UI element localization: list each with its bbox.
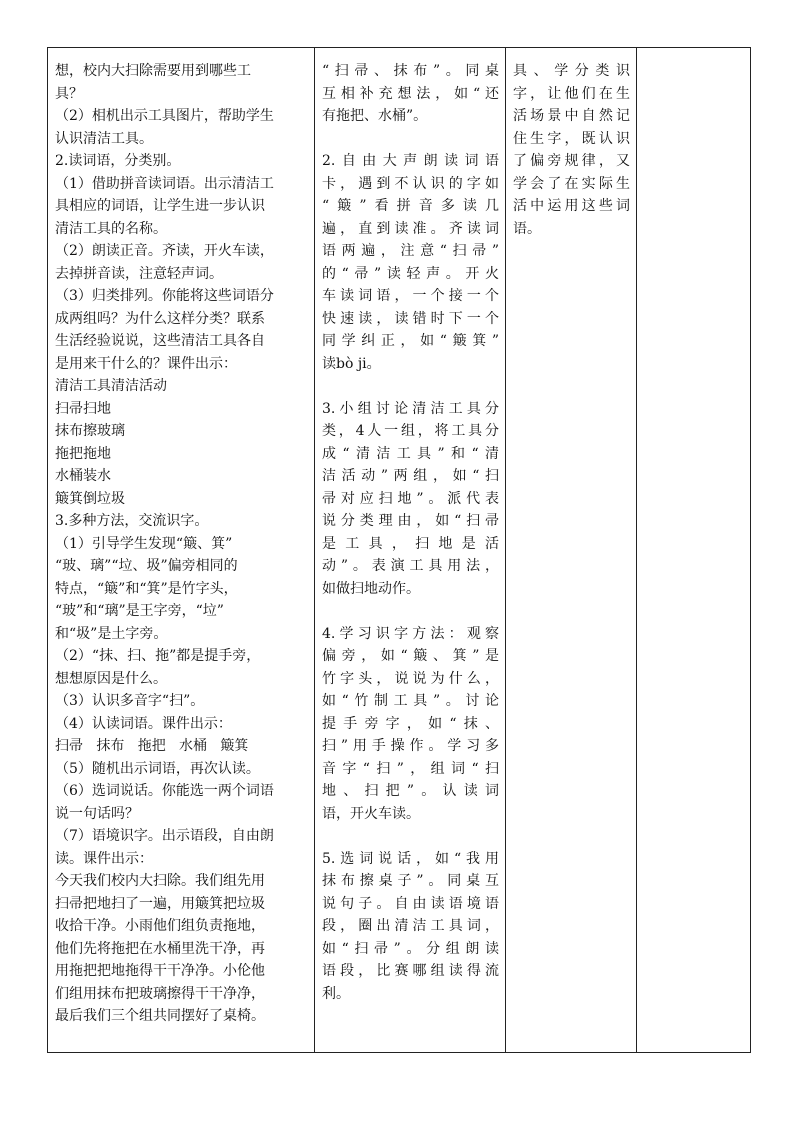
text-line — [322, 825, 499, 848]
text-line: 扫”用手操作。学习多 — [322, 738, 499, 754]
text-line: “玻”和“璃”是王字旁，“垃” — [55, 603, 224, 619]
text-line: 去掉拼音读，注意轻声词。 — [55, 265, 223, 282]
text-line: 学会了在实际生 — [513, 175, 630, 192]
text-line: 收拾干净。小雨他们组负责拖地， — [55, 918, 265, 934]
text-line: 字，让他们在生 — [513, 85, 630, 102]
text-line: 帚对应扫地”。派代表 — [322, 490, 499, 507]
text-line: 成“清洁工具”和“清 — [322, 445, 499, 462]
text-line: “玻、璃”“垃、圾”偏旁相同的 — [55, 558, 238, 574]
tool-word: 水桶 — [55, 468, 83, 484]
activity-word: 扫地 — [83, 400, 111, 417]
text-line — [322, 128, 499, 151]
category-header: 清洁工具 — [55, 378, 111, 394]
activity-word: 拖地 — [83, 445, 111, 462]
text-line: 遍，直到读准。齐读词 — [322, 220, 499, 237]
text-line: 抹布擦桌子”。同桌互 — [322, 873, 499, 889]
tool-word: 抹布 — [55, 423, 83, 439]
lesson-plan-table — [47, 47, 751, 1053]
text-line — [322, 375, 499, 398]
text-line: 偏旁，如“簸、箕”是 — [322, 648, 499, 664]
text-line: 成两组吗？为什么这样分类？联系 — [55, 310, 265, 327]
category-row — [55, 465, 308, 488]
text-line: 卡，遇到不认识的字如 — [322, 175, 499, 192]
text-line: 特点，“簸”和“箕”是竹字头， — [55, 580, 238, 597]
text-line: （1）引导学生发现“簸、箕” — [55, 535, 233, 552]
text-line: 他们先将拖把在水桶里洗干净，再 — [55, 940, 265, 957]
text-line: 读bò ji。 — [322, 355, 381, 372]
student-activity-column — [315, 48, 506, 1052]
text-line: 地、扫把”。认读词 — [322, 783, 499, 799]
text-line: （1）借助拼音读词语。出示清洁工 — [55, 175, 274, 192]
design-intent-column — [506, 48, 637, 1052]
text-line: 是工具，扫地是活 — [322, 535, 499, 552]
text-line: 扫帚把地扫了一遍，用簸箕把垃圾 — [55, 895, 265, 912]
text-line: （2）“抹、扫、拖”都是提手旁， — [55, 648, 261, 664]
text-line: 活场景中自然记 — [513, 108, 630, 124]
text-line: 最后我们三个组共同摆好了桌椅。 — [55, 1008, 265, 1024]
text-line: （7）语境识字。出示语段，自由朗 — [55, 828, 274, 844]
text-line: 扫帚 抹布 拖把 水桶 簸箕 — [55, 738, 249, 754]
tool-word: 扫帚 — [55, 400, 83, 417]
text-line: 语两遍，注意“扫帚” — [322, 243, 499, 259]
category-row — [55, 420, 308, 443]
text-line: （2）朗读正音。齐读，开火车读， — [55, 243, 274, 259]
text-line: 车读词语，一个接一个 — [322, 288, 499, 304]
text-line: 想想原因是什么。 — [55, 670, 167, 687]
category-header: 清洁活动 — [111, 378, 167, 394]
design-intent-text — [506, 48, 636, 240]
tool-word: 拖把 — [55, 445, 83, 462]
text-line: “簸”看拼音多读几 — [322, 198, 499, 214]
text-line: 用拖把把地拖得干干净净。小伦他 — [55, 963, 265, 979]
text-line: 住生字，既认识 — [513, 130, 630, 147]
text-line: 说一句话吗？ — [55, 805, 139, 822]
text-line: 洁活动”两组，如“扫 — [322, 468, 499, 484]
text-line: “扫帚、抹布”。同桌 — [322, 63, 499, 79]
text-line: 的“帚”读轻声。开火 — [322, 265, 499, 282]
text-line: 了偏旁规律，又 — [513, 153, 630, 169]
text-line: 3.多种方法，交流识字。 — [55, 513, 209, 529]
text-line: 说句子。自由读语境语 — [322, 895, 499, 912]
text-line: 类，4人一组，将工具分 — [322, 423, 499, 439]
text-line: （2）相机出示工具图片，帮助学生 — [55, 108, 274, 124]
text-line: 想，校内大扫除需要用到哪些工 — [55, 63, 251, 79]
text-line: 具相应的词语，让学生进一步认识 — [55, 198, 265, 214]
text-line: 2.读词语，分类别。 — [55, 153, 181, 169]
text-line: 4.学习识字方法：观察 — [322, 625, 499, 642]
text-line: 具？ — [55, 85, 83, 102]
text-line: （6）选词说话。你能选一两个词语 — [55, 783, 274, 799]
student-activity-text — [315, 48, 505, 1005]
text-line: 读。课件出示： — [55, 850, 153, 867]
text-line: 动”。表演工具用法， — [322, 558, 499, 574]
text-line: 今天我们校内大扫除。我们组先用 — [55, 873, 265, 889]
text-line: 具、学分类识 — [513, 63, 630, 79]
text-line: 段，圈出清洁工具词， — [322, 918, 499, 934]
text-line: 认识清洁工具。 — [55, 130, 153, 147]
notes-column — [637, 48, 750, 1052]
activity-word: 擦玻璃 — [83, 423, 125, 439]
teacher-activity-text — [48, 48, 314, 1028]
text-line: 互相补充想法，如“还 — [322, 85, 499, 102]
text-line: 语，开火车读。 — [322, 805, 420, 822]
text-line: 同学纠正，如“簸箕” — [322, 333, 499, 349]
text-line: 语段，比赛哪组读得流 — [322, 963, 499, 979]
text-line: 利。 — [322, 985, 350, 1002]
text-line: （3）归类排列。你能将这些词语分 — [55, 288, 274, 304]
text-line: 和“圾”是土字旁。 — [55, 625, 168, 642]
text-line: 音字“扫”，组词“扫 — [322, 760, 499, 777]
text-line: 活中运用这些词 — [513, 198, 630, 214]
text-line: （4）认读词语。课件出示： — [55, 715, 232, 732]
text-line — [322, 600, 499, 623]
text-line: 清洁工具的名称。 — [55, 220, 167, 237]
text-line: （5）随机出示词语，再次认读。 — [55, 760, 260, 777]
text-line: 是用来干什么的？课件出示： — [55, 355, 237, 372]
text-line: 如“竹制工具”。讨论 — [322, 693, 499, 709]
text-line: 2.自由大声朗读词语 — [322, 153, 499, 169]
category-header-row — [55, 375, 308, 398]
activity-word: 装水 — [83, 468, 111, 484]
text-line: 提手旁字，如“抹、 — [322, 715, 499, 732]
text-line: 生活经验说说，这些清洁工具各自 — [55, 333, 265, 349]
text-line: 有拖把、水桶”。 — [322, 108, 428, 124]
text-line: 快速读，读错时下一个 — [322, 310, 499, 327]
teacher-activity-column — [48, 48, 315, 1052]
category-row — [55, 488, 308, 511]
text-line: 如“扫帚”。分组朗读 — [322, 940, 499, 957]
tool-word: 簸箕 — [55, 490, 83, 507]
text-line: 5.选词说话，如“我用 — [322, 850, 499, 867]
text-line: 3.小组讨论清洁工具分 — [322, 400, 499, 417]
text-line: （3）认识多音字“扫”。 — [55, 693, 205, 709]
category-row — [55, 443, 308, 466]
text-line: 竹字头，说说为什么， — [322, 670, 499, 687]
text-line: 说分类理由，如“扫帚 — [322, 513, 499, 529]
activity-word: 倒垃圾 — [83, 490, 125, 507]
text-line: 如做扫地动作。 — [322, 580, 420, 597]
text-line: 们组用抹布把玻璃擦得干干净净， — [55, 985, 265, 1002]
category-row — [55, 398, 308, 421]
text-line: 语。 — [513, 220, 541, 237]
